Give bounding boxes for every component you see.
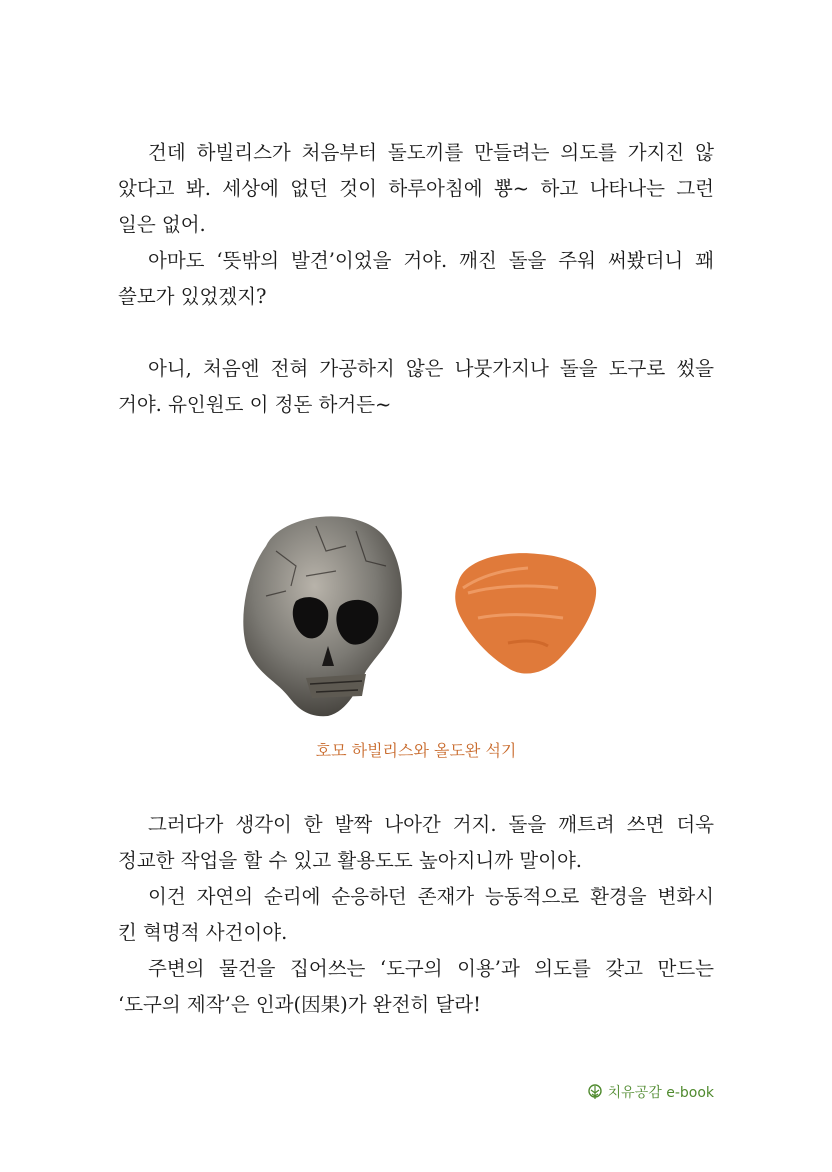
skull-image bbox=[236, 506, 406, 718]
text-line: 건데 하빌리스가 처음부터 돌도끼를 만들려는 의도를 가지진 않 bbox=[148, 141, 714, 164]
text-line: 쓸모가 있었겠지? bbox=[118, 285, 267, 308]
footer-brand-text: 치유공감 e-book bbox=[607, 1085, 714, 1101]
footer-brand bbox=[586, 1082, 714, 1102]
figure-skull-and-stone bbox=[236, 506, 616, 726]
text-line: 이건 자연의 순리에 순응하던 존재가 능동적으로 환경을 변화시 bbox=[148, 885, 714, 908]
text-line: 아니, 처음엔 전혀 가공하지 않은 나뭇가지나 돌을 도구로 썼을 bbox=[148, 357, 714, 380]
text-line: 일은 없어. bbox=[118, 213, 206, 236]
paragraph-3 bbox=[118, 351, 714, 423]
figure-caption: 호모 하빌리스와 올도완 석기 bbox=[315, 741, 517, 760]
paragraph-6 bbox=[118, 951, 714, 1023]
text-line: 았다고 봐. 세상에 없던 것이 하루아침에 뿅~ 하고 나타나는 그런 bbox=[118, 177, 714, 200]
paragraph-1 bbox=[118, 135, 714, 243]
text-line: 거야. 유인원도 이 정돈 하거든~ bbox=[118, 393, 392, 416]
text-line: 킨 혁명적 사건이야. bbox=[118, 921, 288, 944]
stone-tool-image bbox=[448, 548, 598, 678]
paragraph-4 bbox=[118, 807, 714, 879]
paragraph-2 bbox=[118, 243, 714, 315]
text-line: 주변의 물건을 집어쓰는 ‘도구의 이용’과 의도를 갖고 만드는 bbox=[148, 957, 714, 980]
paragraph-5 bbox=[118, 879, 714, 951]
text-line: 아마도 ‘뜻밖의 발견’이었을 거야. 깨진 돌을 주워 써봤더니 꽤 bbox=[148, 249, 714, 272]
tree-logo-icon bbox=[586, 1083, 604, 1101]
text-line: 정교한 작업을 할 수 있고 활용도도 높아지니까 말이야. bbox=[118, 849, 583, 872]
text-line: 그러다가 생각이 한 발짝 나아간 거지. 돌을 깨트려 쓰면 더욱 bbox=[148, 813, 714, 836]
text-line: ‘도구의 제작’은 인과(因果)가 완전히 달라! bbox=[118, 993, 481, 1016]
